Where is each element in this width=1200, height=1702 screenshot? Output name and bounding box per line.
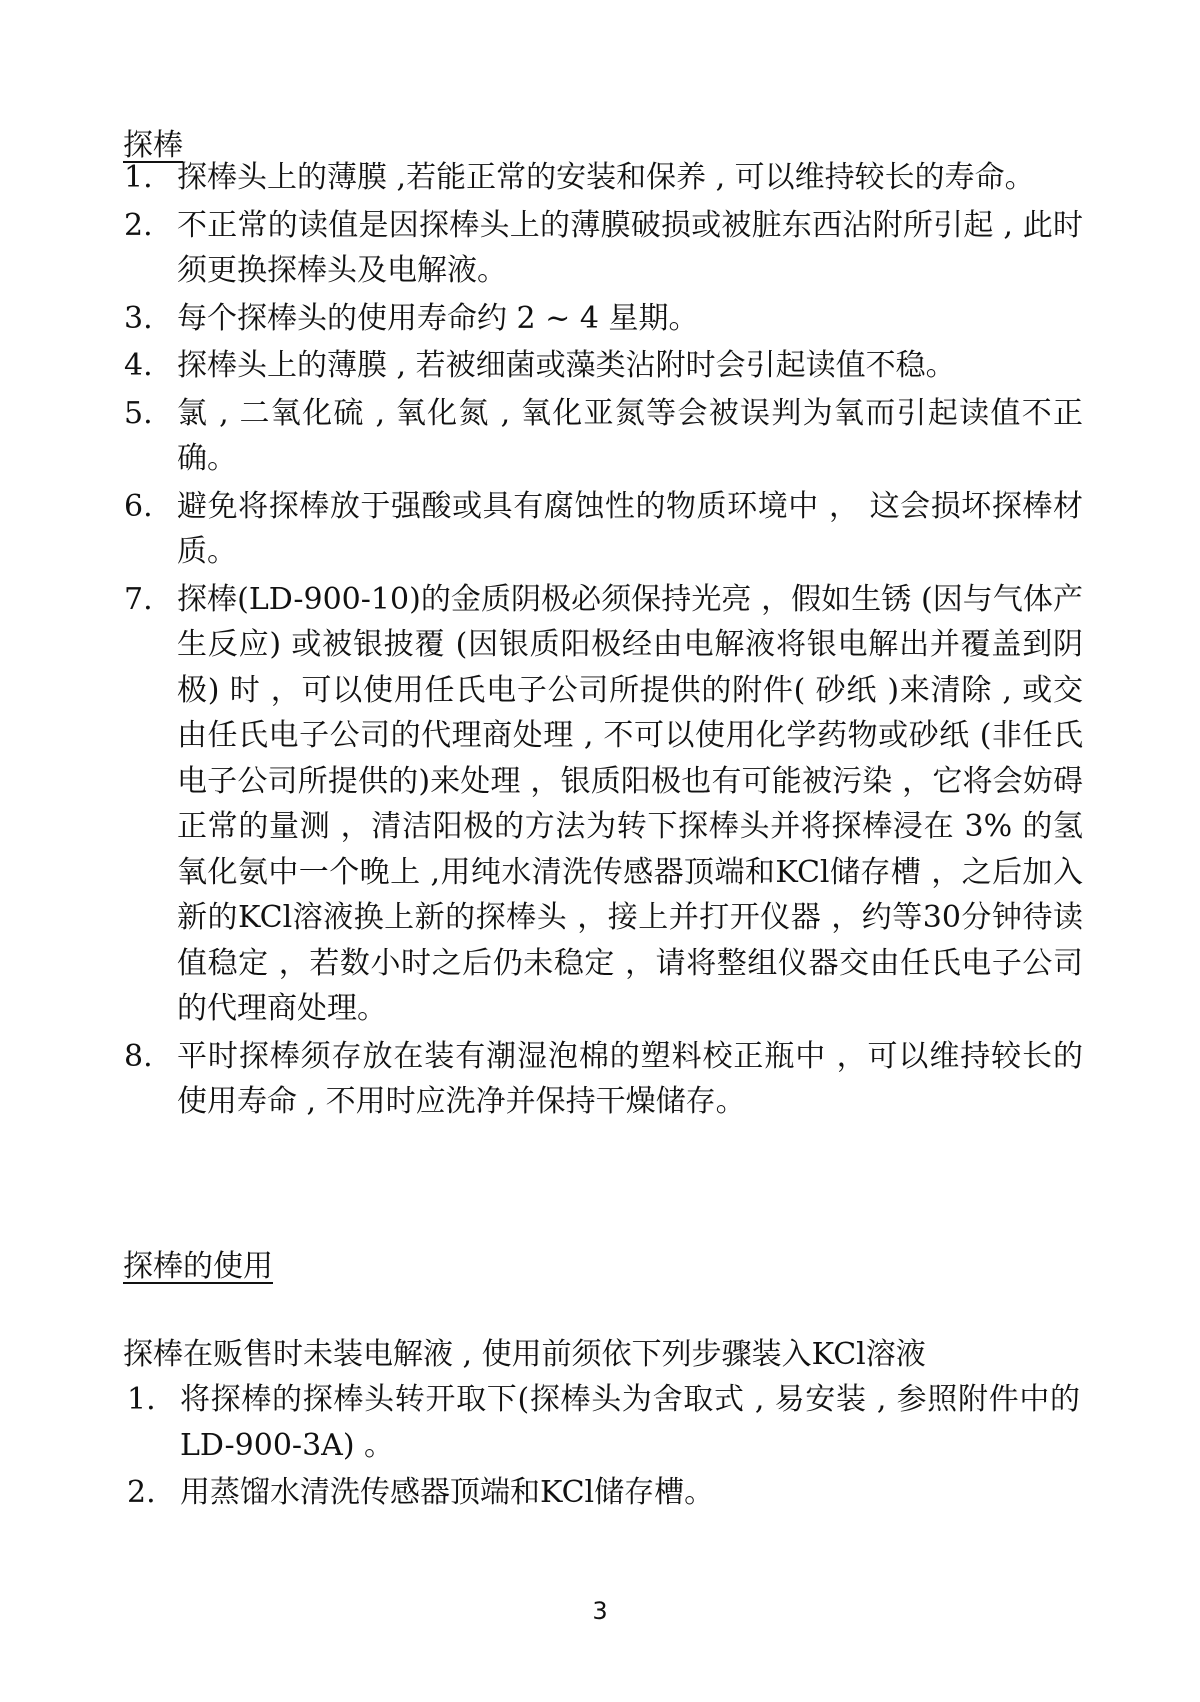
list-item bbox=[124, 296, 1083, 342]
item-number: 1. bbox=[127, 1382, 156, 1417]
list-item bbox=[124, 577, 1083, 1032]
item-text: 避免将探棒放于强酸或具有腐蚀性的物质环境中 ， 这会损坏探棒材质。 bbox=[177, 488, 1083, 569]
item-number: 6. bbox=[124, 488, 153, 524]
item-number: 2. bbox=[127, 1475, 156, 1510]
item-number: 5. bbox=[124, 395, 153, 431]
section-title-probe-usage: 探棒的使用 bbox=[123, 1249, 273, 1284]
item-text: 每个探棒头的使用寿命约 2 ~ 4 星期。 bbox=[177, 300, 699, 336]
list-item bbox=[127, 1470, 1080, 1516]
usage-steps-list bbox=[127, 1377, 1080, 1518]
page-number: 3 bbox=[592, 1597, 608, 1625]
item-text: 不正常的读值是因探棒头上的薄膜破损或被脏东西沾附所引起 , 此时须更换探棒头及电解液。 bbox=[177, 207, 1083, 288]
item-number: 3. bbox=[124, 300, 153, 336]
section-title-probe: 探棒 bbox=[123, 128, 183, 163]
item-number: 7. bbox=[124, 581, 153, 617]
item-number: 2. bbox=[124, 207, 153, 243]
list-item bbox=[124, 155, 1083, 201]
list-item bbox=[124, 203, 1083, 294]
list-item bbox=[124, 484, 1083, 575]
item-number: 1. bbox=[124, 160, 153, 195]
item-text: 探棒头上的薄膜 , 若被细菌或藻类沾附时会引起读值不稳。 bbox=[177, 348, 956, 383]
item-text: 将探棒的探棒头转开取下(探棒头为舍取式 , 易安装 , 参照附件中的LD-900-3A) 。 bbox=[180, 1382, 1080, 1463]
item-text: 氯 , 二氧化硫 , 氧化氮 , 氧化亚氮等会被误判为氧而引起读值不正确。 bbox=[177, 395, 1083, 476]
list-item bbox=[124, 343, 1083, 389]
item-text: 平时探棒须存放在装有潮湿泡棉的塑料校正瓶中 ，可以维持较长的使用寿命 , 不用时应洗净并保持干燥储存。 bbox=[177, 1038, 1083, 1119]
item-text: 探棒头上的薄膜 ,若能正常的安装和保养 , 可以维持较长的寿命。 bbox=[177, 160, 1035, 195]
list-item bbox=[124, 391, 1083, 482]
usage-intro: 探棒在贩售时未装电解液 , 使用前须依下列步骤装入KCl溶液 bbox=[123, 1337, 926, 1372]
item-text: 用蒸馏水清洗传感器顶端和KCl储存槽。 bbox=[180, 1475, 715, 1510]
probe-notes-list bbox=[124, 155, 1083, 1127]
list-item bbox=[127, 1377, 1080, 1468]
item-number: 8. bbox=[124, 1038, 153, 1074]
item-number: 4. bbox=[124, 348, 153, 383]
list-item bbox=[124, 1034, 1083, 1125]
item-text: 探棒(LD-900-10)的金质阴极必须保持光亮 ，假如生锈 (因与气体产生反应) 或被银披覆 (因银质阳极经由电解液将银电解出并覆盖到阴极) 时 ，可以使用任氏电子公司所提供的附件( 砂纸 )来清除 , 或交由任氏电子公司的代理商处理 , 不可以使用化学药物或砂纸 (非任氏电子公司所提供的)来处理 ，银质阳极也有可能被污染 ，它将会妨碍正常的量测 ，清洁阳极的方法为转下探棒头并将探棒浸在 3% 的氢氧化氨中一个晚上 ,用纯水清洗传感器顶端和KCl储存槽 ，之后加入新的KCl溶液换上新的探棒头 ，接上并打开仪器 ，约等30分钟待读值稳定 ，若数小时之后仍未稳定 ，请将整组仪器交由任氏电子公司的代理商处理。 bbox=[177, 581, 1083, 1026]
